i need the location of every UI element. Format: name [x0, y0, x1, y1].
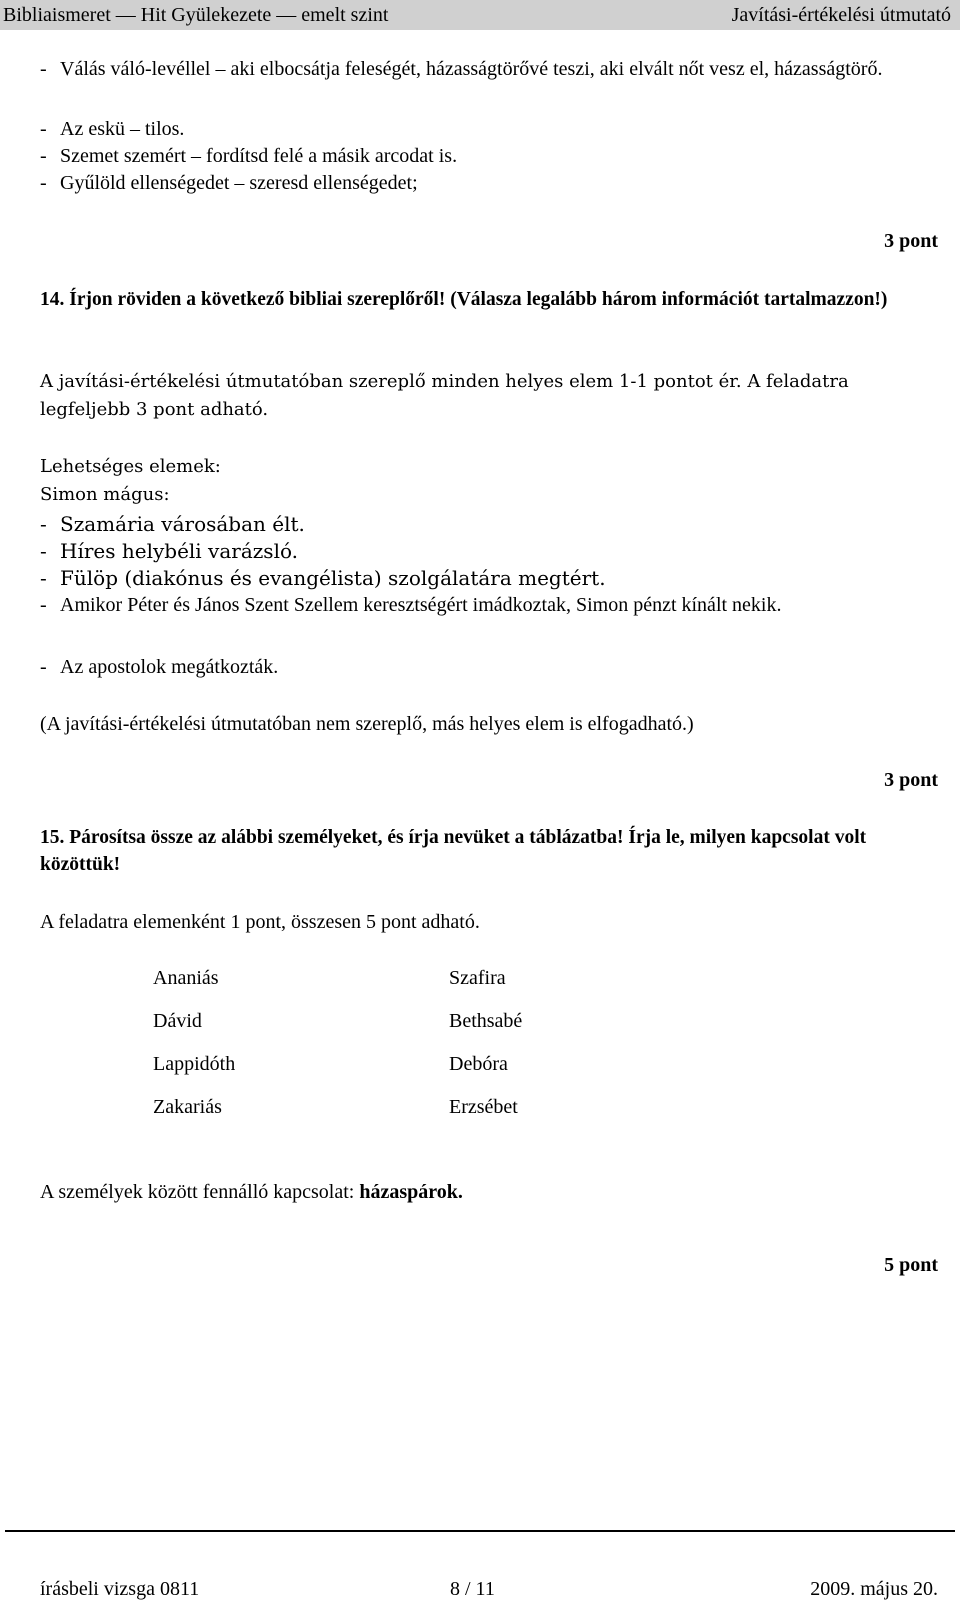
q15-instruction: A feladatra elemenként 1 pont, összesen 5 pont adható. [40, 911, 480, 933]
pair-right-name: Debóra [449, 1053, 508, 1075]
q15-relation [40, 1180, 463, 1204]
pair-left-name: Lappidóth [153, 1053, 236, 1075]
header-doc-type: Javítási-értékelési útmutató [731, 4, 951, 26]
pair-left-name: Zakariás [153, 1096, 222, 1118]
q14-note: (A javítási-értékelési útmutatóban nem szereplő, más helyes elem is elfogadható.) [40, 713, 694, 735]
q14-instruction-line2: legfeljebb 3 pont adható. [40, 399, 269, 420]
q14-subject: Simon mágus: [40, 484, 170, 505]
question-15-title: 15. Párosítsa össze az alábbi személyeket, és írja nevüket a táblázatba! Írja le, milyen kapcsolat volt közöttük! [40, 827, 867, 875]
question-14-title: 14. Írjon röviden a következő bibliai szereplőről! (Válasza legalább három információt tartalmazzon!) [40, 289, 888, 310]
pair-left-name: Ananiás [153, 967, 219, 989]
header-subject: Bibliaismeret — Hit Gyülekezete — emelt szint [3, 4, 389, 26]
pair-left-name: Dávid [153, 1010, 202, 1032]
pair-right-name: Erzsébet [449, 1096, 518, 1118]
footer-exam: írásbeli vizsga 0811 [40, 1578, 200, 1600]
points-label: 3 pont [884, 769, 938, 791]
points-label: 5 pont [884, 1254, 938, 1276]
footer-page-number: 8 / 11 [450, 1578, 495, 1600]
page-header [0, 0, 960, 30]
pair-right-name: Bethsabé [449, 1010, 523, 1032]
footer-date: 2009. május 20. [810, 1578, 938, 1600]
relation-answer: házaspárok. [359, 1181, 463, 1203]
q14-possible-label: Lehetséges elemek: [40, 456, 221, 477]
relation-prefix: A személyek között fennálló kapcsolat: [40, 1181, 355, 1203]
footer-divider [5, 1530, 955, 1532]
pair-right-name: Szafira [449, 967, 506, 989]
q14-instruction-line1: A javítási-értékelési útmutatóban szereplő minden helyes elem 1-1 pontot ér. A feladatra [40, 371, 849, 392]
points-label: 3 pont [884, 230, 938, 252]
